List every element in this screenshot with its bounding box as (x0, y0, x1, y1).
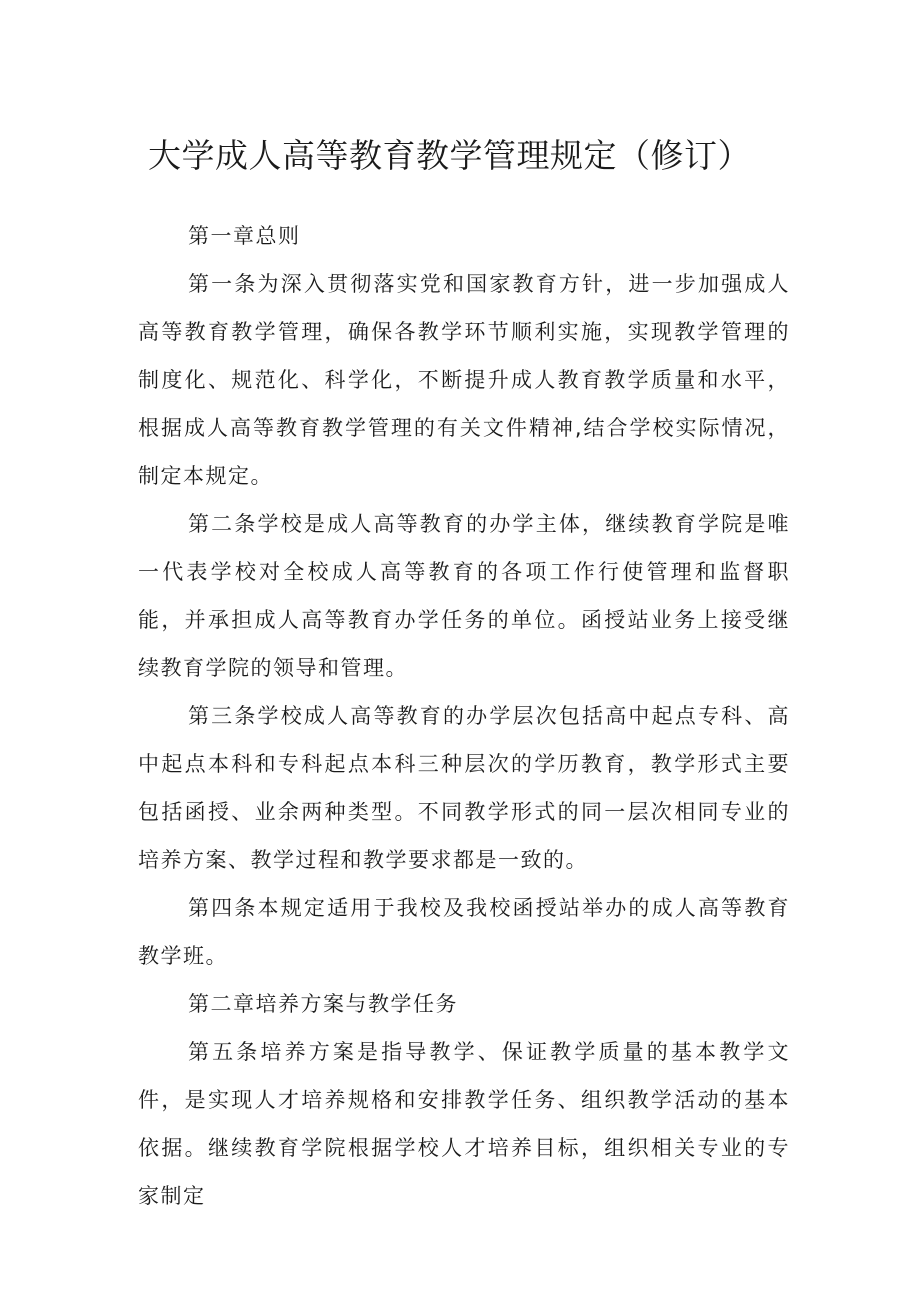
article-paragraph: 第一条为深入贯彻落实党和国家教育方针，进一步加强成人高等教育教学管理，确保各教学环节顺利实施，实现教学管理的制度化、规范化、科学化，不断提升成人教育教学质量和水平，根据成人高等教育教学管理的有关文件精神,结合学校实际情况，制定本规定。 (138, 272, 790, 488)
document-title: 大学成人高等教育教学管理规定（修订） (148, 136, 751, 175)
chapter-heading: 第二章培养方案与教学任务 (188, 992, 458, 1016)
article-paragraph: 第三条学校成人高等教育的办学层次包括高中起点专科、高中起点本科和专科起点本科三种层次的学历教育，教学形式主要包括函授、业余两种类型。不同教学形式的同一层次相同专业的培养方案、教学过程和教学要求都是一致的。 (138, 704, 790, 872)
article-paragraph: 第五条培养方案是指导教学、保证教学质量的基本教学文件，是实现人才培养规格和安排教学任务、组织教学活动的基本依据。继续教育学院根据学校人才培养目标，组织相关专业的专家制定 (138, 1040, 790, 1208)
chapter-heading: 第一章总则 (188, 224, 301, 248)
document-body (138, 212, 790, 1220)
article-paragraph: 第二条学校是成人高等教育的办学主体，继续教育学院是唯一代表学校对全校成人高等教育的各项工作行使管理和监督职能，并承担成人高等教育办学任务的单位。函授站业务上接受继续教育学院的领导和管理。 (138, 512, 790, 680)
article-paragraph: 第四条本规定适用于我校及我校函授站举办的成人高等教育教学班。 (138, 896, 790, 968)
